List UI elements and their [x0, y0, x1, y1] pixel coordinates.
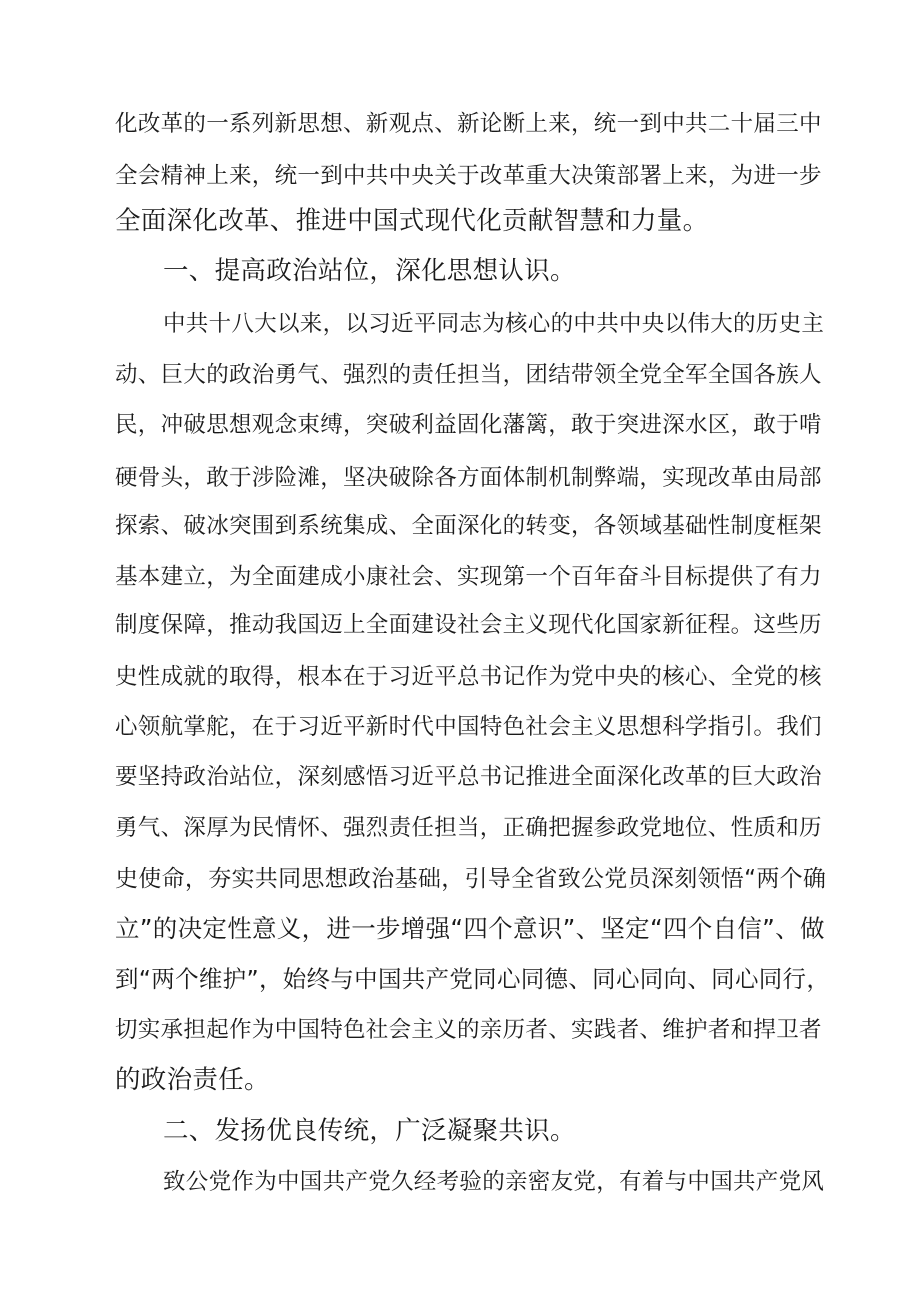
paragraph-line: 探索、破冰突围到系统集成、全面深化的转变，各领域基础性制度框架	[115, 513, 822, 539]
paragraph-line: 心领航掌舵，在于习近平新时代中国特色社会主义思想科学指引。我们	[115, 714, 822, 740]
paragraph-line: 民，冲破思想观念束缚，突破利益固化藩篱，敢于突进深水区，敢于啃	[115, 412, 822, 438]
paragraph-line: 史性成就的取得，根本在于习近平总书记作为党中央的核心、全党的核	[115, 664, 822, 690]
paragraph-line: 切实承担起作为中国特色社会主义的亲历者、实践者、维护者和捍卫者	[115, 1017, 822, 1043]
paragraph-line: 立”的决定性意义，进一步增强“四个意识”、坚定“四个自信”、做	[115, 914, 825, 943]
paragraph-line: 动、巨大的政治勇气、强烈的责任担当，团结带领全党全军全国各族人	[115, 362, 822, 388]
paragraph-line: 基本建立，为全面建成小康社会、实现第一个百年奋斗目标提供了有力	[115, 564, 822, 590]
paragraph-line: 勇气、深厚为民情怀、强烈责任担当，正确把握参政党地位、性质和历	[115, 815, 822, 841]
paragraph-line: 史使命，夯实共同思想政治基础，引导全省致公党员深刻领悟“两个确	[115, 866, 827, 892]
paragraph-line: 致公党作为中国共产党久经考验的亲密友党，有着与中国共产党风	[163, 1169, 825, 1195]
paragraph-line: 的政治责任。	[115, 1065, 270, 1095]
paragraph-line: 要坚持政治站位，深刻感悟习近平总书记推进全面深化改革的巨大政治	[115, 764, 822, 790]
section-heading: 一、提高政治站位，深化思想认识。	[163, 256, 576, 286]
paragraph-line: 化改革的一系列新思想、新观点、新论断上来，统一到中共二十届三中	[115, 111, 822, 137]
paragraph-line: 中共十八大以来，以习近平同志为核心的中共中央以伟大的历史主	[163, 311, 825, 337]
paragraph-line: 全面深化改革、推进中国式现代化贡献智慧和力量。	[115, 206, 709, 236]
paragraph-line: 全会精神上来，统一到中共中央关于改革重大决策部署上来，为进一步	[115, 163, 822, 189]
paragraph-line: 制度保障，推动我国迈上全面建设社会主义现代化国家新征程。这些历	[115, 612, 822, 638]
paragraph-line: 到“两个维护”，始终与中国共产党同心同德、同心同向、同心同行，	[115, 965, 831, 993]
paragraph-line: 硬骨头，敢于涉险滩，坚决破除各方面体制机制弊端，实现改革由局部	[115, 465, 822, 491]
section-heading: 二、发扬优良传统，广泛凝聚共识。	[163, 1116, 576, 1146]
